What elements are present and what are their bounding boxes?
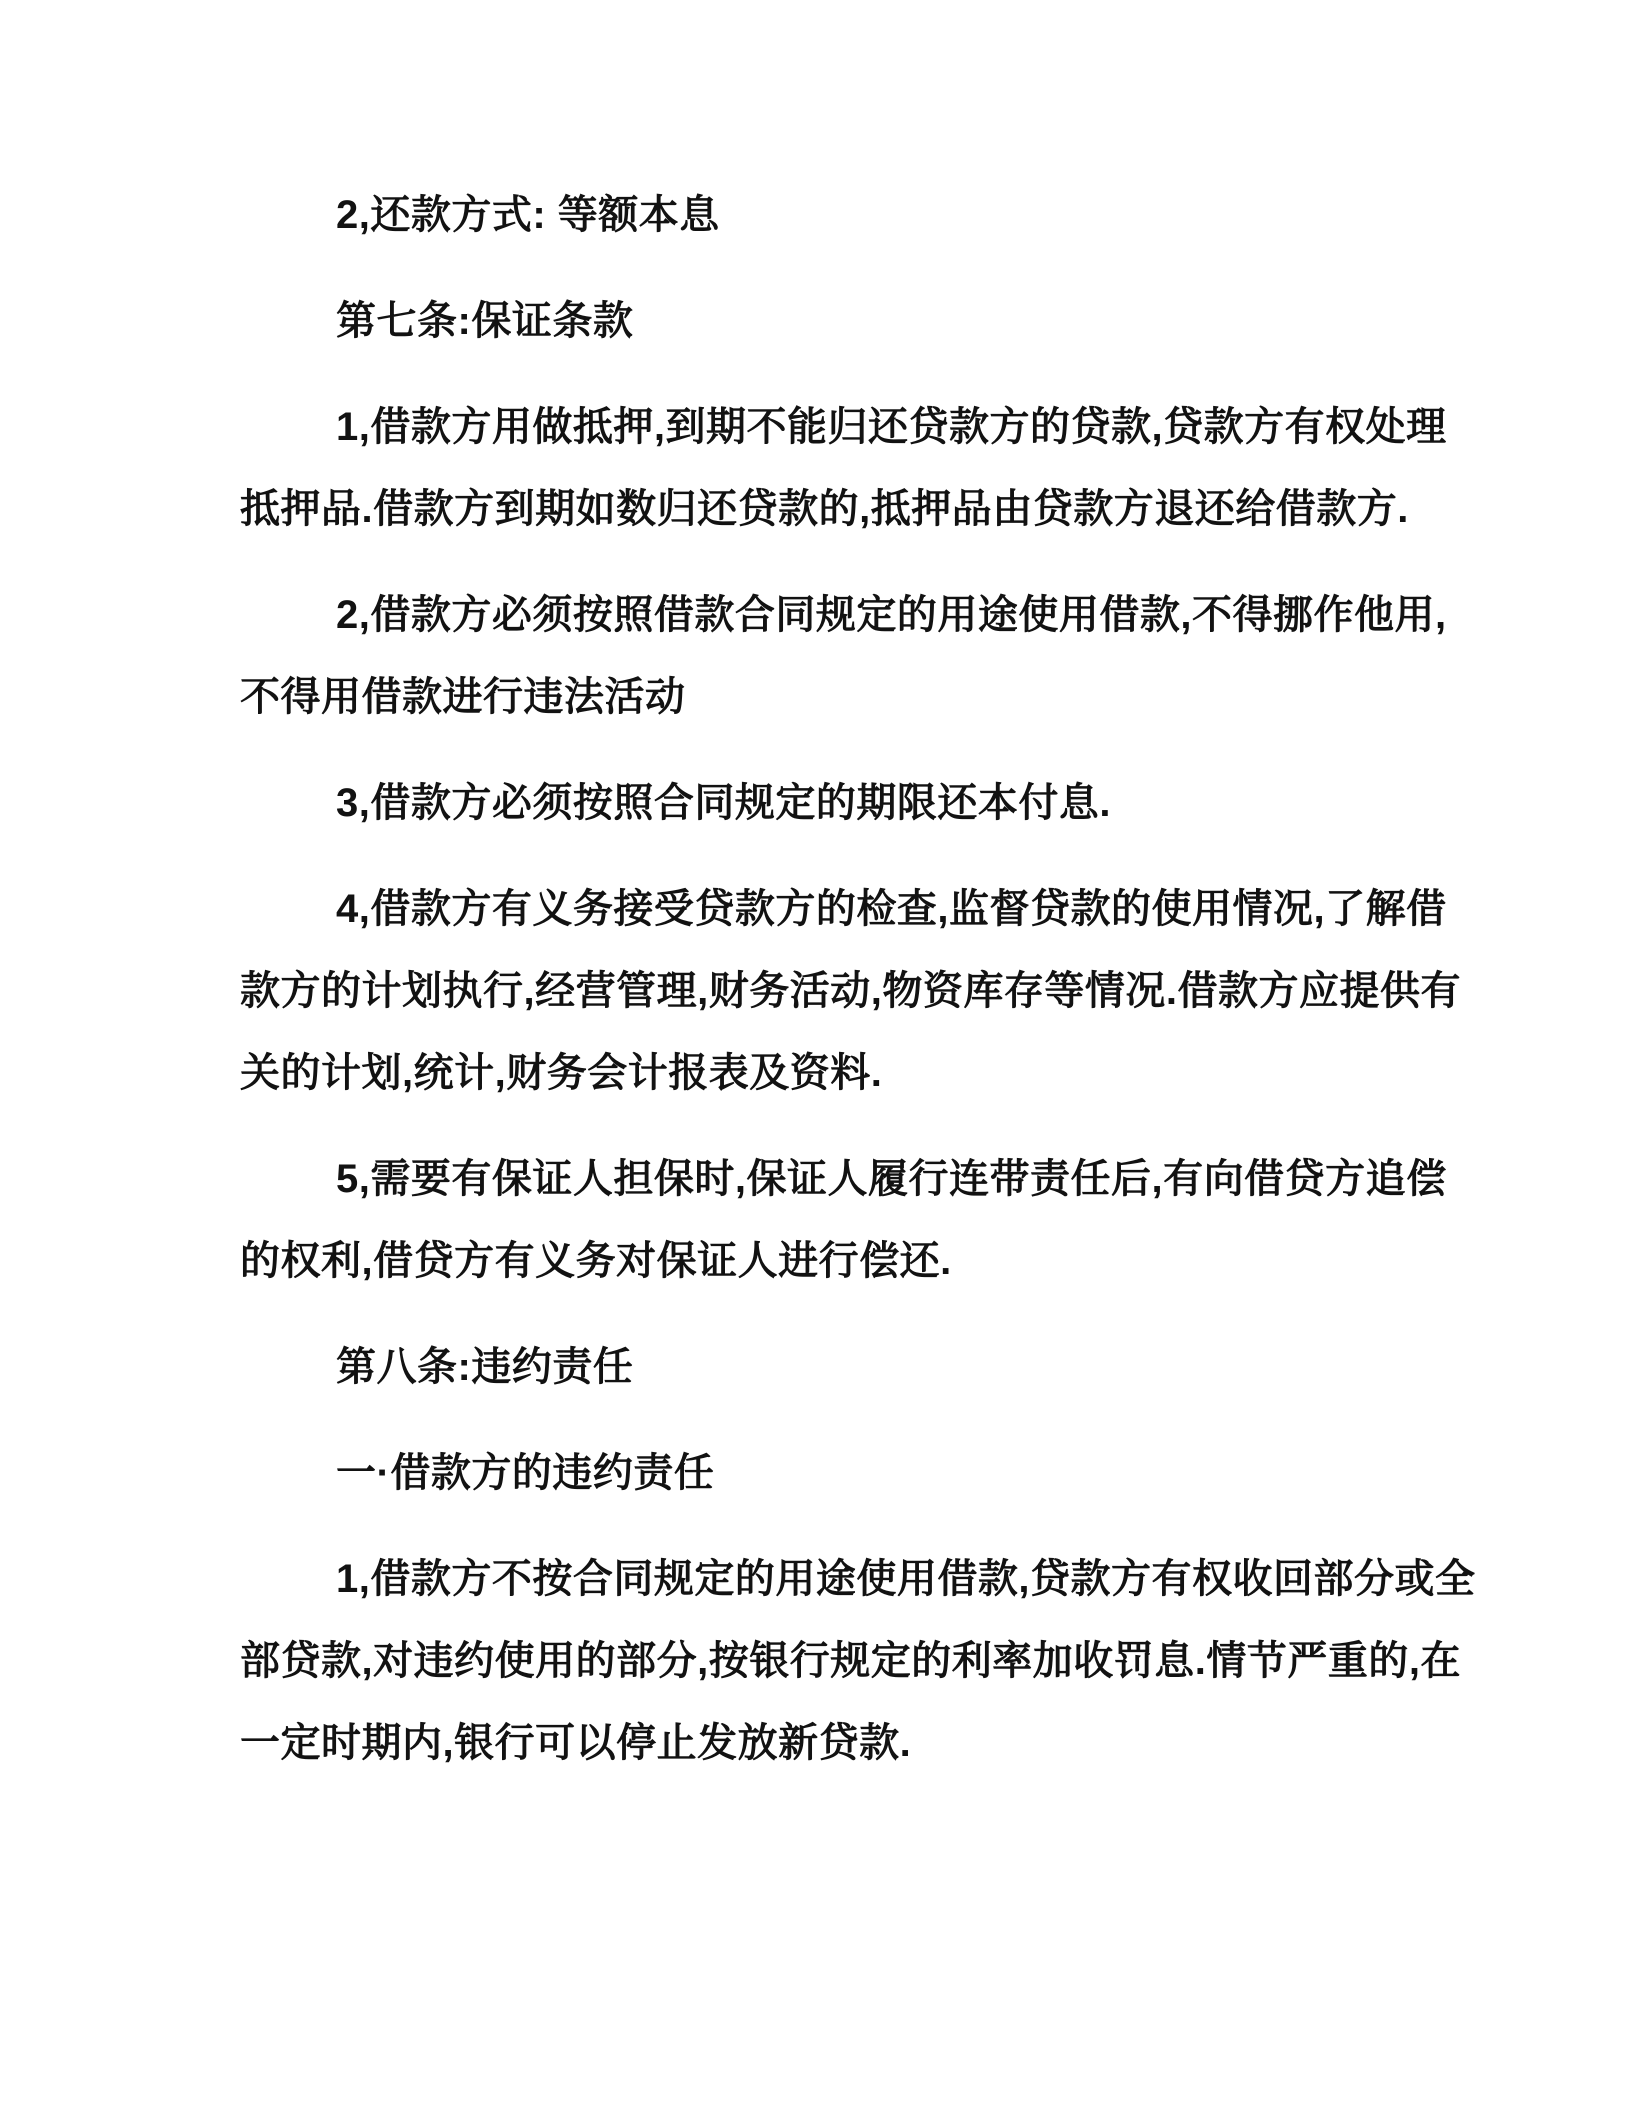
clause-7-2-line-1: 2,借款方必须按照借款合同规定的用途使用借款,不得挪作他用, [336,593,1447,637]
clause-8-1-line-1: 1,借款方不按合同规定的用途使用借款,贷款方有权收回部分或全 [336,1557,1476,1601]
contract-text-block [240,174,1482,1808]
repayment-method-line: 2,还款方式: 等额本息 [336,193,720,237]
clause-7-5-paragraph [240,1138,1482,1302]
clause-8-1-line-3: 一定时期内,银行可以停止发放新贷款. [240,1721,912,1765]
clause-7-5-line-2: 的权利,借贷方有义务对保证人进行偿还. [240,1239,952,1283]
article-8-heading: 第八条:违约责任 [336,1345,634,1389]
clause-7-2-line-2: 不得用借款进行违法活动 [240,675,686,719]
clause-7-1-line-1: 1,借款方用做抵押,到期不能归还贷款方的贷款,贷款方有权处理 [336,405,1447,449]
clause-7-3-line: 3,借款方必须按照合同规定的期限还本付息. [336,781,1111,825]
borrower-liability-subheading-paragraph [240,1432,1482,1514]
clause-7-1-line-2: 抵押品.借款方到期如数归还贷款的,抵押品由贷款方退还给借款方. [240,487,1409,531]
clause-7-5-line-1: 5,需要有保证人担保时,保证人履行连带责任后,有向借贷方追偿 [336,1157,1447,1201]
clause-8-1-line-2: 部贷款,对违约使用的部分,按银行规定的利率加收罚息.情节严重的,在 [240,1639,1461,1683]
article-7-heading: 第七条:保证条款 [336,299,634,343]
repayment-method-paragraph [240,174,1482,256]
article-7-heading-paragraph [240,280,1482,362]
clause-7-4-line-2: 款方的计划执行,经营管理,财务活动,物资库存等情况.借款方应提供有 [240,969,1461,1013]
clause-7-4-paragraph [240,868,1482,1114]
clause-7-2-paragraph [240,574,1482,738]
clause-7-4-line-1: 4,借款方有义务接受贷款方的检查,监督贷款的使用情况,了解借 [336,887,1447,931]
clause-7-1-paragraph [240,386,1482,550]
clause-7-3-paragraph [240,762,1482,844]
article-8-heading-paragraph [240,1326,1482,1408]
clause-8-1-paragraph [240,1538,1482,1784]
clause-7-4-line-3: 关的计划,统计,财务会计报表及资料. [240,1051,883,1095]
borrower-liability-subheading: 一·借款方的违约责任 [336,1451,715,1495]
